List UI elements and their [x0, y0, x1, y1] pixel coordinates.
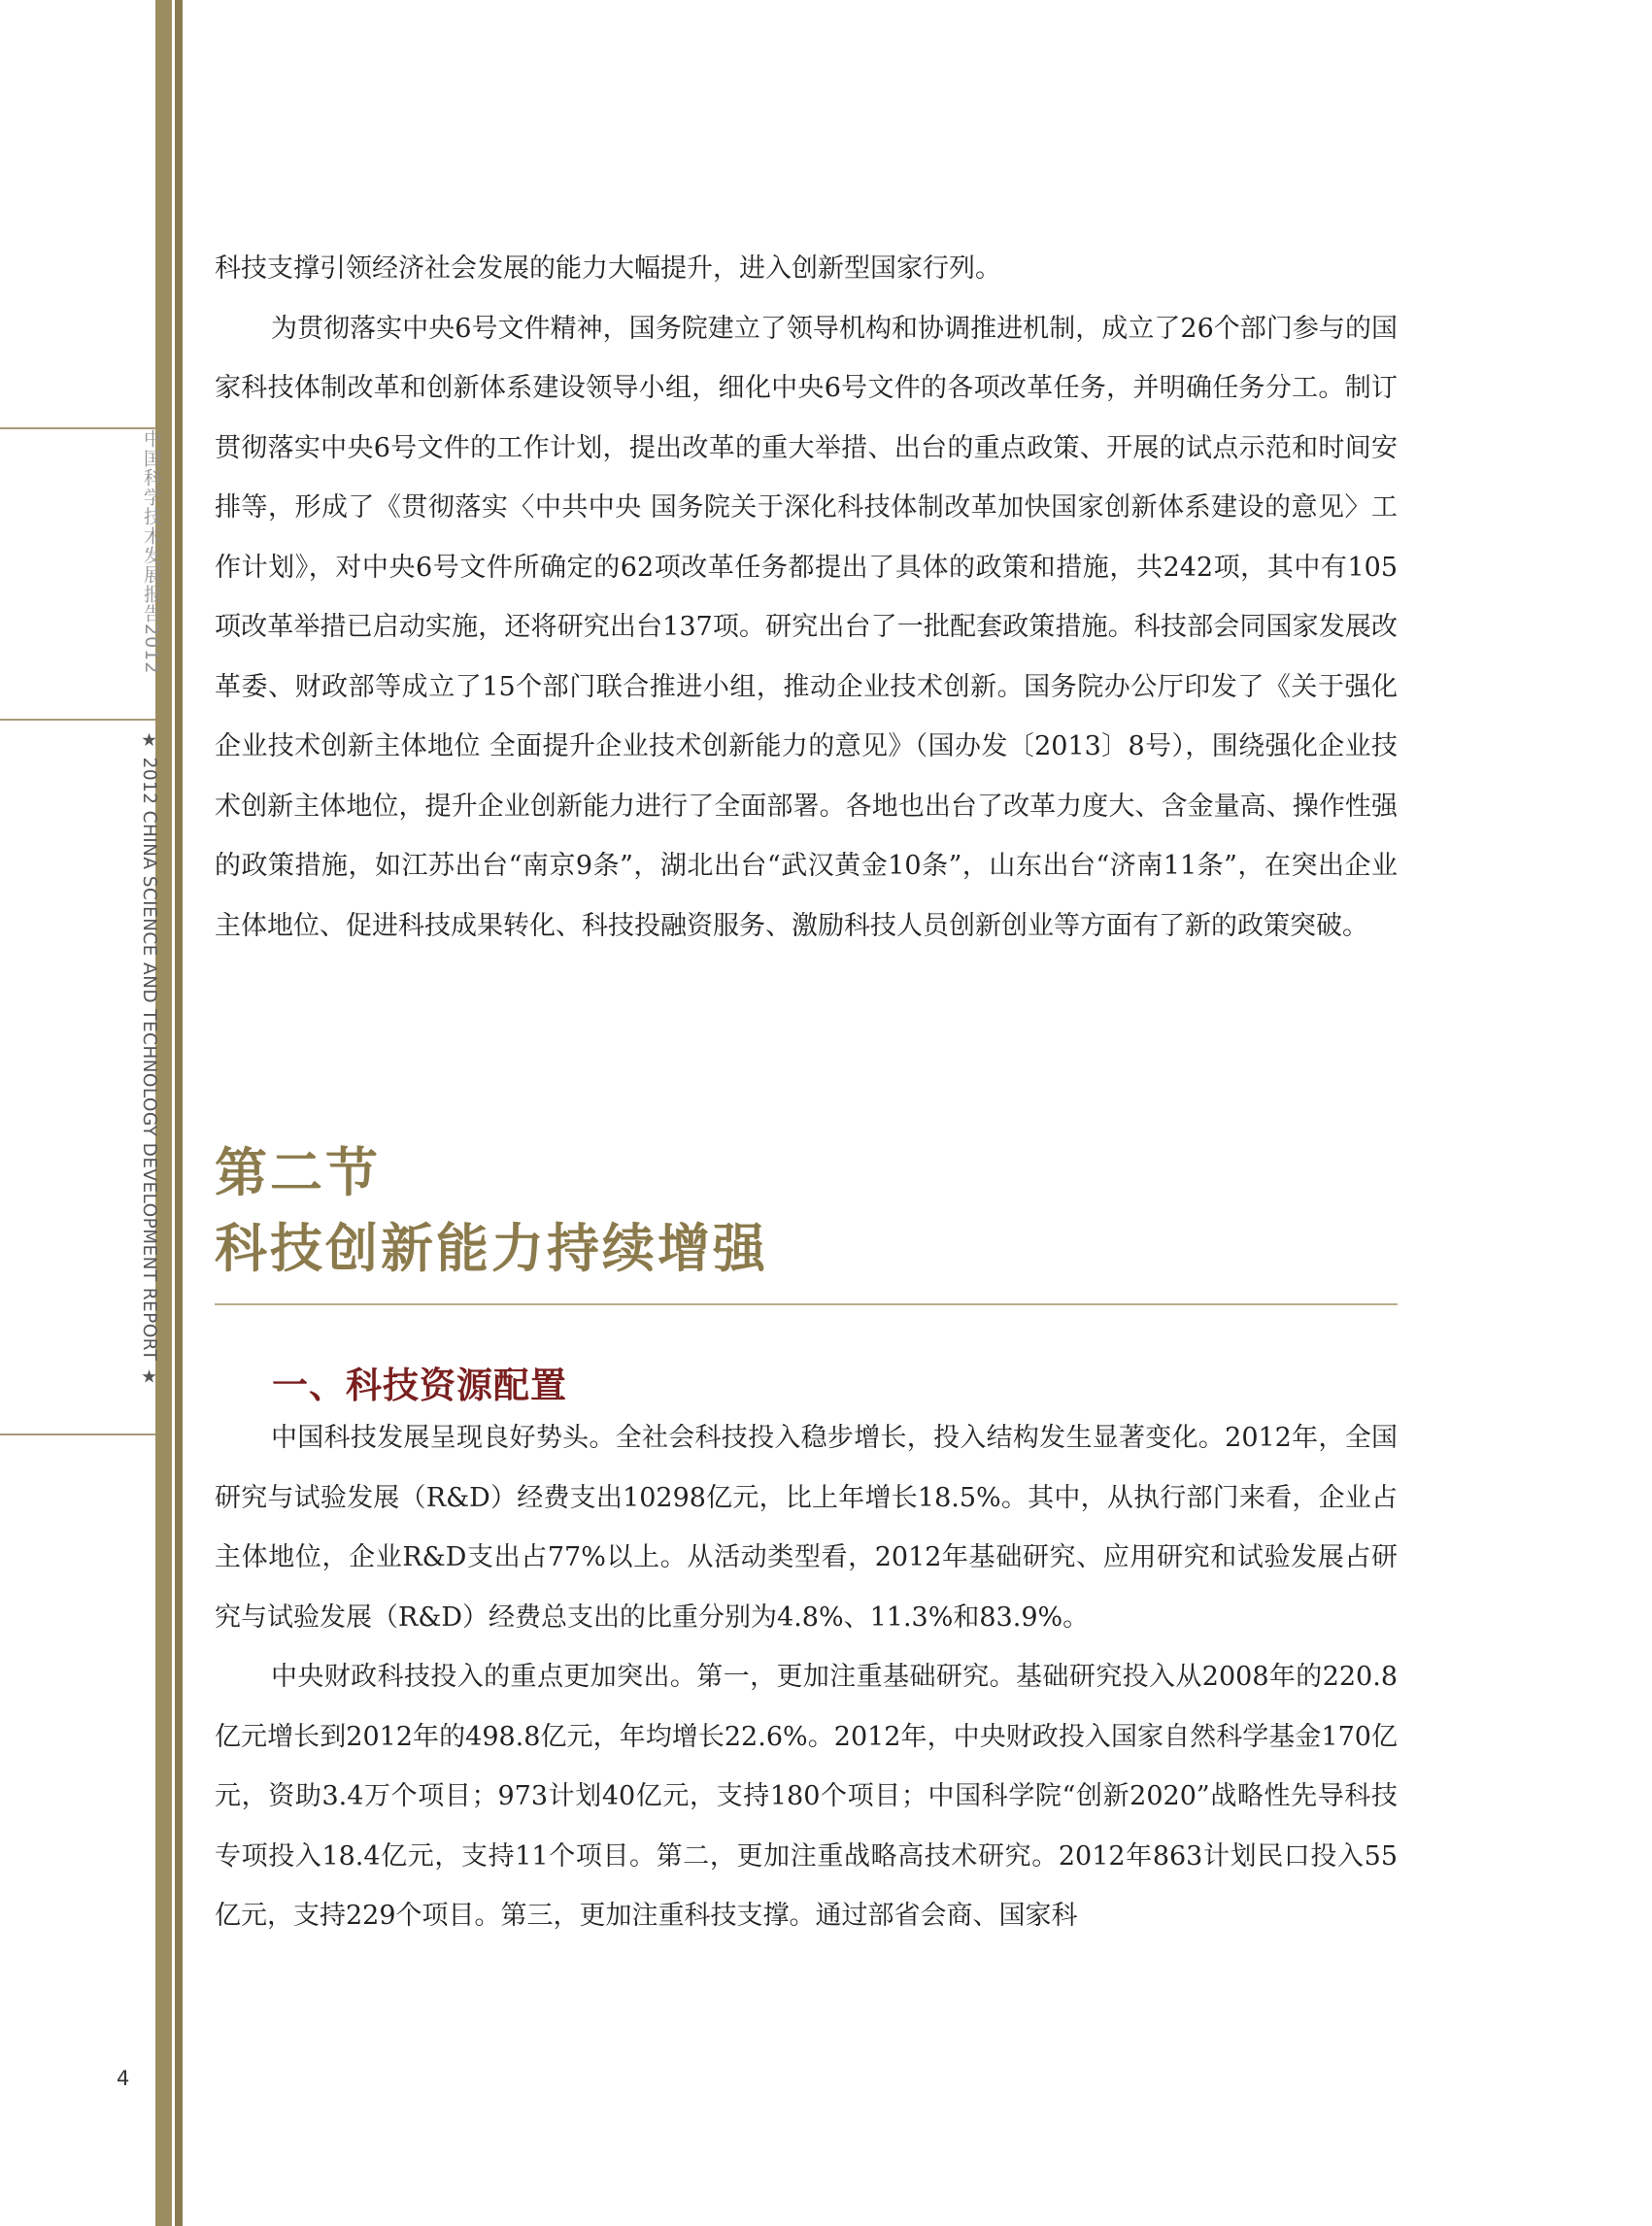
section-title — [215, 1134, 768, 1286]
margin-bar-thin — [175, 0, 183, 2226]
body-text-bottom — [215, 1408, 1398, 1946]
section-divider — [215, 1303, 1398, 1305]
paragraph: 为贯彻落实中央6号文件精神，国务院建立了领导机构和协调推进机制，成立了26个部门参与的国家科技体制改革和创新体系建设领导小组，细化中央6号文件的各项改革任务，并明确任务分工。制订贯彻落实中央6号文件的工作计划，提出改革的重大举措、出台的重点政策、开展的试点示范和时间安排等，形成了《贯彻落实〈中共中央 国务院关于深化科技体制改革加快国家创新体系建设的意见〉工作计划》，对中央6号文件所确定的62项改革任务都提出了具体的政策和措施，共242项，其中有105项改革举措已启动实施，还将研究出台137项。研究出台了一批配套政策措施。科技部会同国家发展改革委、财政部等成立了15个部门联合推进小组，推动企业技术创新。国务院办公厅印发了《关于强化企业技术创新主体地位 全面提升企业技术创新能力的意见》（国办发〔2013〕8号），围绕强化企业技术创新主体地位，提升企业创新能力进行了全面部署。各地也出台了改革力度大、含金量高、操作性强的政策措施，如江苏出台“南京9条”，湖北出台“武汉黄金10条”，山东出台“济南11条”，在突出企业主体地位、促进科技成果转化、科技投融资服务、激励科技人员创新创业等方面有了新的政策突破。 — [215, 313, 1398, 941]
page-number: 4 — [117, 2067, 130, 2090]
margin-rule-top — [0, 427, 155, 429]
paragraph: 中国科技发展呈现良好势头。全社会科技投入稳步增长，投入结构发生显著变化。2012年，全国研究与试验发展（R&D）经费支出10298亿元，比上年增长18.5%。其中，从执行部门来看，企业占主体地位，企业R&D支出占77%以上。从活动类型看，2012年基础研究、应用研究和试验发展占研究与试验发展（R&D）经费总支出的比重分别为4.8%、11.3%和83.9%。 — [215, 1423, 1398, 1633]
section-number: 第二节 — [215, 1141, 381, 1203]
margin-rule-bottom — [0, 1433, 155, 1435]
body-text-top — [215, 239, 1398, 956]
margin-rule-middle — [0, 719, 155, 721]
running-title-en: ★ 2012 CHINA SCIENCE AND TECHNOLOGY DEVELOPMENT REPORT ★ — [139, 730, 159, 1388]
running-title-cn: 中国科学技术发展报告2012 — [141, 429, 162, 675]
section-heading: 科技创新能力持续增强 — [215, 1217, 768, 1279]
paragraph: 中央财政科技投入的重点更加突出。第一，更加注重基础研究。基础研究投入从2008年的220.8亿元增长到2012年的498.8亿元，年均增长22.6%。2012年，中央财政投入国家自然科学基金170亿元，资助3.4万个项目；973计划40亿元，支持180个项目；中国科学院“创新2020”战略性先导科技专项投入18.4亿元，支持11个项目。第二，更加注重战略高技术研究。2012年863计划民口投入55亿元，支持229个项目。第三，更加注重科技支撑。通过部省会商、国家科 — [215, 1662, 1398, 1931]
subheading: 一、科技资源配置 — [272, 1364, 567, 1406]
paragraph: 科技支撑引领经济社会发展的能力大幅提升，进入创新型国家行列。 — [215, 253, 1001, 284]
